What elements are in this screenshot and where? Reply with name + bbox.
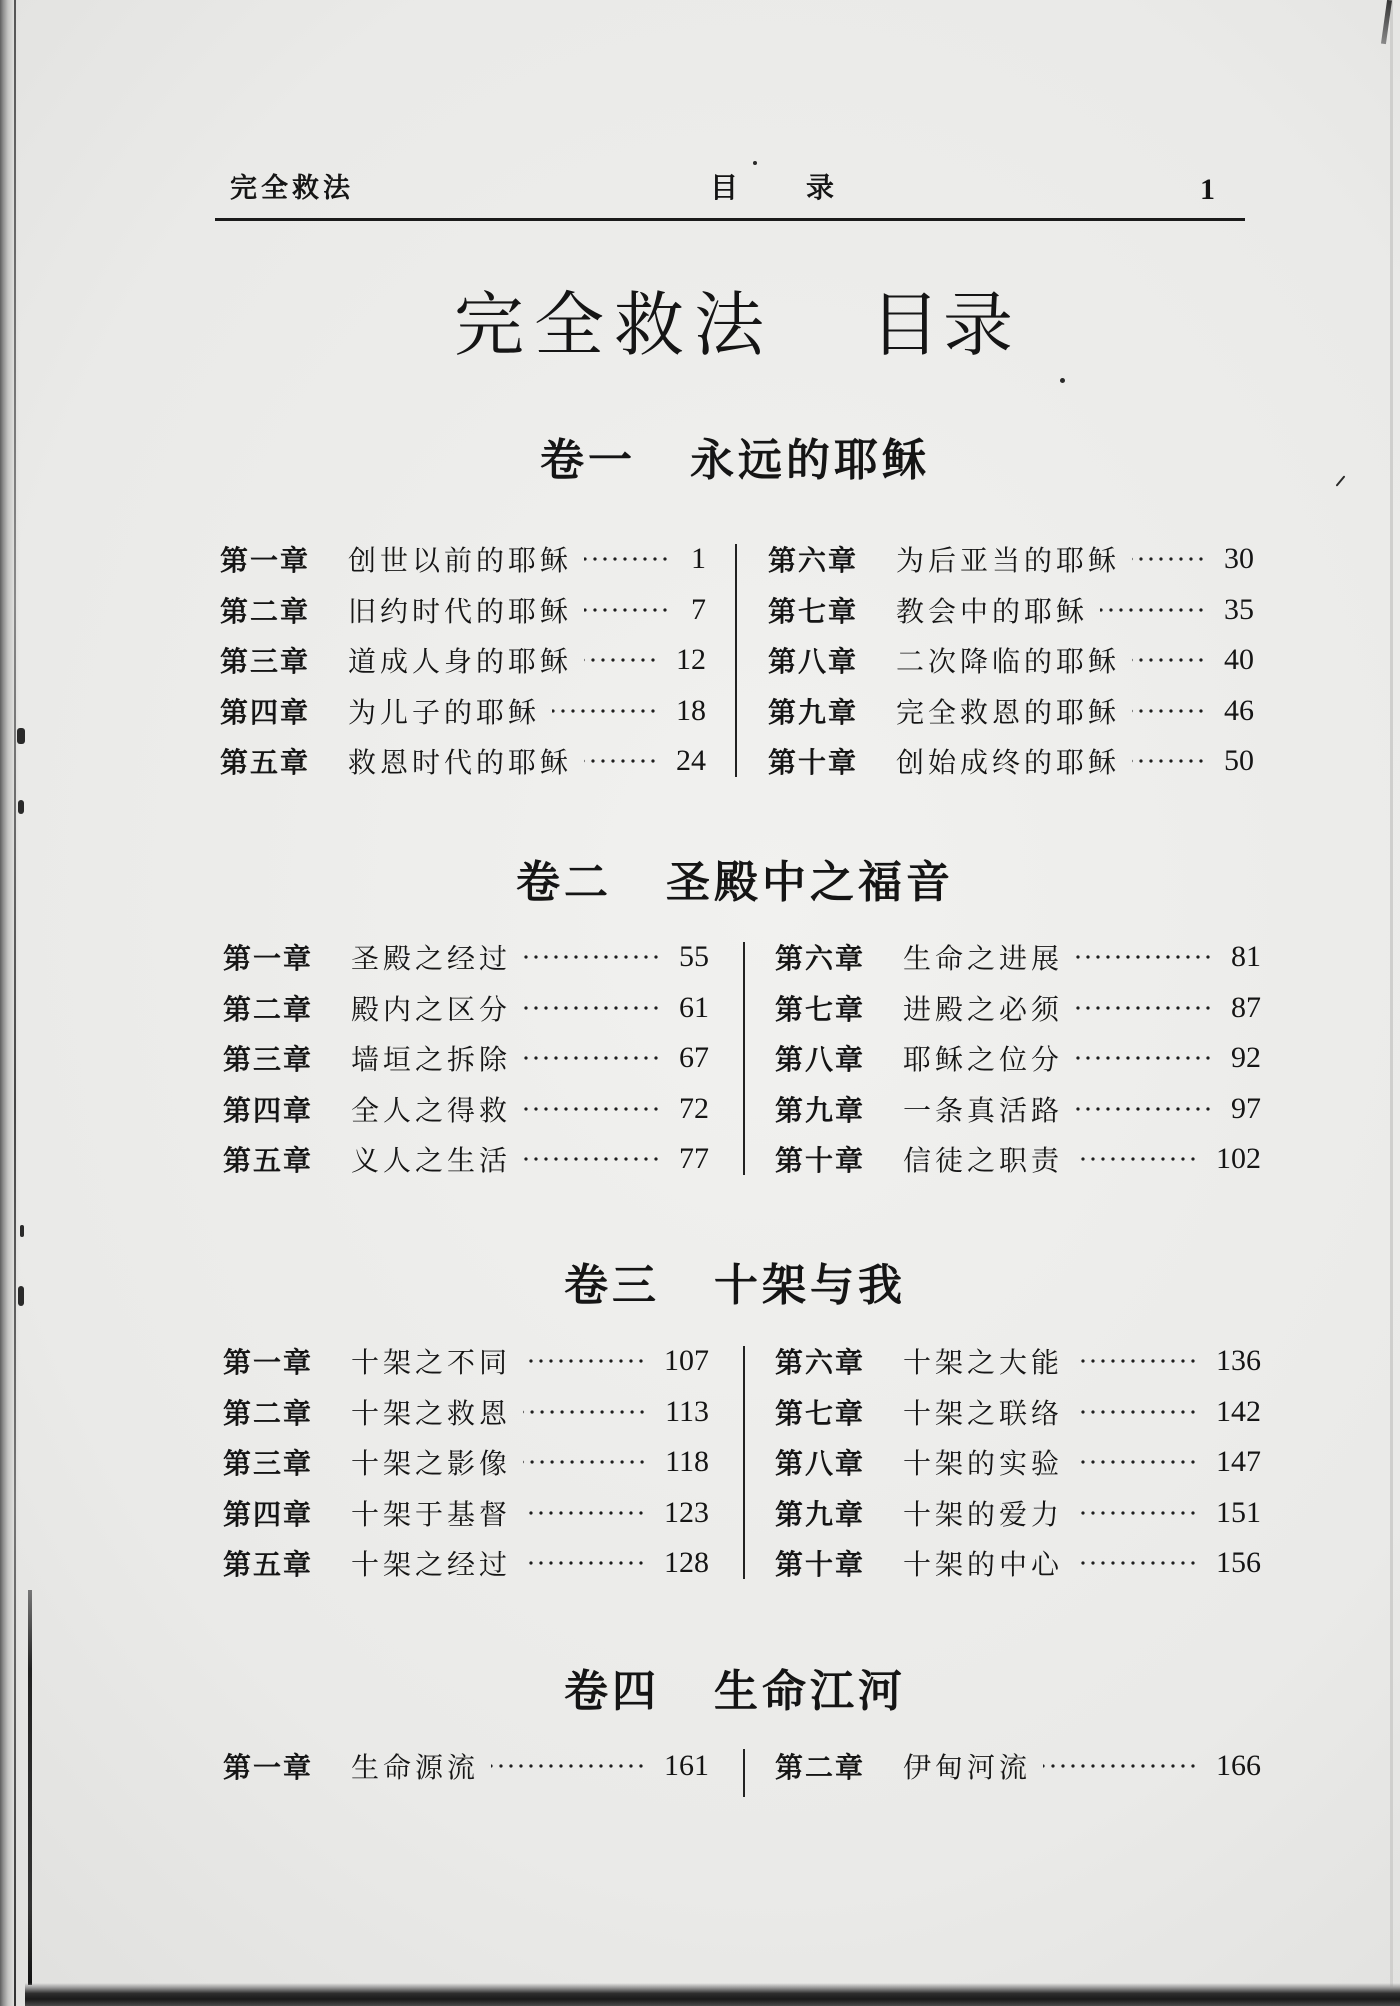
chapter-number: 第三章 (223, 1447, 314, 1481)
scan-speck (20, 1225, 24, 1237)
dot-leader (584, 607, 670, 613)
chapter-number: 第五章 (223, 1548, 314, 1582)
chapter-number: 第九章 (775, 1093, 866, 1127)
chapter-title: 十架之大能 (903, 1346, 1064, 1380)
chapter-title: 十架于基督 (351, 1497, 512, 1531)
toc-rows (0, 1336, 1400, 1589)
scan-speck (753, 161, 757, 165)
chapter-title: 十架的实验 (903, 1447, 1064, 1481)
dot-leader (1075, 1055, 1213, 1061)
toc-column-left (223, 1741, 709, 1792)
volume-label: 卷四 (564, 1666, 660, 1717)
chapter-title: 十架之不同 (351, 1346, 512, 1380)
header-section-label: 目录 (710, 171, 903, 204)
page-number: 7 (691, 592, 706, 626)
dot-leader (523, 1510, 646, 1516)
chapter-title: 救恩时代的耶稣 (348, 746, 573, 780)
page-number: 102 (1216, 1142, 1261, 1176)
page-title (215, 284, 1255, 370)
toc-entry (223, 1387, 709, 1438)
chapter-number: 第六章 (775, 1346, 866, 1380)
page-number: 123 (664, 1495, 709, 1529)
chapter-number: 第一章 (223, 1751, 314, 1785)
page-number: 128 (664, 1546, 709, 1580)
toc-column-left (223, 932, 709, 1185)
toc-entry (775, 1741, 1261, 1792)
scan-speck (1060, 378, 1065, 383)
chapter-title: 信徒之职责 (903, 1144, 1064, 1178)
header-rule (215, 218, 1245, 221)
chapter-title: 旧约时代的耶稣 (348, 594, 573, 628)
chapter-number: 第三章 (220, 645, 311, 679)
chapter-title: 十架之救恩 (351, 1396, 512, 1430)
toc-rows (0, 1741, 1400, 1792)
toc-column-right (775, 1336, 1261, 1589)
dot-leader (1132, 758, 1206, 764)
dot-leader (1075, 1409, 1198, 1415)
chapter-number: 第五章 (220, 746, 311, 780)
toc-entry (775, 1538, 1261, 1589)
dot-leader (523, 1156, 661, 1162)
toc-rows (0, 534, 1400, 787)
chapter-title: 十架的爱力 (903, 1497, 1064, 1531)
title-contents: 目录 (870, 288, 1016, 365)
volume-label: 卷一 (540, 435, 636, 486)
chapter-number: 第二章 (223, 992, 314, 1026)
chapter-title: 一条真活路 (903, 1093, 1064, 1127)
toc-entry (223, 983, 709, 1034)
page-number: 147 (1216, 1445, 1261, 1479)
column-divider (743, 942, 745, 1175)
chapter-number: 第七章 (768, 594, 859, 628)
chapter-number: 第八章 (775, 1447, 866, 1481)
dot-leader (523, 1005, 661, 1011)
page-number: 46 (1224, 693, 1254, 727)
chapter-title: 教会中的耶稣 (896, 594, 1089, 628)
toc-entry (775, 1084, 1261, 1135)
toc-column-left (220, 534, 706, 787)
column-divider (743, 1749, 745, 1797)
page-number: 87 (1231, 990, 1261, 1024)
toc-entry (775, 1488, 1261, 1539)
volume-label: 卷二 (516, 857, 612, 908)
chapter-title: 十架之联络 (903, 1396, 1064, 1430)
chapter-number: 第二章 (220, 594, 311, 628)
chapter-number: 第三章 (223, 1043, 314, 1077)
dot-leader (1075, 1358, 1198, 1364)
toc-column-right (768, 534, 1254, 787)
page-number: 118 (665, 1445, 709, 1479)
page-number: 97 (1231, 1091, 1261, 1125)
dot-leader (1132, 556, 1206, 562)
chapter-number: 第十章 (768, 746, 859, 780)
chapter-number: 第九章 (775, 1497, 866, 1531)
chapter-title: 伊甸河流 (903, 1751, 1032, 1785)
chapter-number: 第八章 (768, 645, 859, 679)
page-number: 136 (1216, 1344, 1261, 1378)
page-number: 50 (1224, 744, 1254, 778)
chapter-title: 十架之经过 (351, 1548, 512, 1582)
dot-leader (584, 758, 658, 764)
chapter-number: 第七章 (775, 992, 866, 1026)
chapter-title: 为后亚当的耶稣 (896, 544, 1121, 578)
chapter-title: 圣殿之经过 (351, 942, 512, 976)
toc-entry (220, 635, 706, 686)
title-book: 完全救法 (454, 288, 774, 365)
chapter-number: 第一章 (220, 544, 311, 578)
volume-heading (215, 1662, 1255, 1722)
dot-leader (523, 954, 661, 960)
dot-leader (491, 1763, 646, 1769)
chapter-number: 第四章 (223, 1093, 314, 1127)
toc-entry (223, 932, 709, 983)
chapter-title: 道成人身的耶稣 (348, 645, 573, 679)
toc-entry (775, 1336, 1261, 1387)
toc-column-right (775, 1741, 1261, 1792)
toc-entry (223, 1741, 709, 1792)
chapter-title: 生命之进展 (903, 942, 1064, 976)
page-number: 113 (665, 1394, 709, 1428)
page-number: 142 (1216, 1394, 1261, 1428)
chapter-title: 殿内之区分 (351, 992, 512, 1026)
dot-leader (523, 1560, 646, 1566)
toc-entry (223, 1538, 709, 1589)
column-divider (743, 1346, 745, 1579)
page-number: 24 (676, 744, 706, 778)
chapter-number: 第九章 (768, 695, 859, 729)
page-number: 1 (691, 542, 706, 576)
volume-name: 十架与我 (714, 1260, 906, 1311)
chapter-title: 墙垣之拆除 (351, 1043, 512, 1077)
toc-entry (223, 1033, 709, 1084)
toc-entry (775, 1387, 1261, 1438)
chapter-number: 第六章 (775, 942, 866, 976)
toc-entry (220, 585, 706, 636)
toc-entry (775, 1033, 1261, 1084)
page-number: 67 (679, 1041, 709, 1075)
dot-leader (584, 556, 670, 562)
dot-leader (523, 1459, 647, 1465)
page-number: 166 (1216, 1749, 1261, 1783)
chapter-number: 第四章 (223, 1497, 314, 1531)
chapter-title: 十架的中心 (903, 1548, 1064, 1582)
chapter-title: 进殿之必须 (903, 992, 1064, 1026)
header-page-number: 1 (1200, 173, 1215, 206)
chapter-title: 生命源流 (351, 1751, 480, 1785)
dot-leader (1075, 1510, 1198, 1516)
chapter-number: 第八章 (775, 1043, 866, 1077)
page-number: 61 (679, 990, 709, 1024)
page-number: 18 (676, 693, 706, 727)
toc-entry (775, 932, 1261, 983)
page-number: 72 (679, 1091, 709, 1125)
volume-heading (215, 431, 1255, 491)
dot-leader (523, 1358, 646, 1364)
toc-entry (768, 585, 1254, 636)
chapter-title: 创世以前的耶稣 (348, 544, 573, 578)
chapter-number: 第七章 (775, 1396, 866, 1430)
chapter-number: 第一章 (223, 1346, 314, 1380)
chapter-title: 二次降临的耶稣 (896, 645, 1121, 679)
chapter-title: 完全救恩的耶稣 (896, 695, 1121, 729)
dot-leader (552, 708, 658, 714)
dot-leader (523, 1055, 661, 1061)
page-number: 92 (1231, 1041, 1261, 1075)
column-divider (735, 544, 737, 777)
page-number: 156 (1216, 1546, 1261, 1580)
toc-entry (220, 686, 706, 737)
toc-entry (768, 534, 1254, 585)
chapter-title: 全人之得救 (351, 1093, 512, 1127)
dot-leader (1132, 657, 1206, 663)
volume-label: 卷三 (564, 1260, 660, 1311)
dot-leader (584, 657, 658, 663)
volume-name: 永远的耶稣 (690, 435, 930, 486)
toc-entry (768, 686, 1254, 737)
toc-entry (223, 1084, 709, 1135)
toc-entry (223, 1488, 709, 1539)
chapter-number: 第五章 (223, 1144, 314, 1178)
chapter-number: 第十章 (775, 1548, 866, 1582)
chapter-title: 耶稣之位分 (903, 1043, 1064, 1077)
dot-leader (1043, 1763, 1198, 1769)
page-number: 12 (676, 643, 706, 677)
page-number: 77 (679, 1142, 709, 1176)
volume-name: 圣殿中之福音 (666, 857, 954, 908)
volume-heading (215, 853, 1255, 913)
toc-entry (223, 1134, 709, 1185)
page-number: 30 (1224, 542, 1254, 576)
page-number: 40 (1224, 643, 1254, 677)
page-number: 151 (1216, 1495, 1261, 1529)
chapter-number: 第十章 (775, 1144, 866, 1178)
toc-entry (775, 1134, 1261, 1185)
chapter-title: 创始成终的耶稣 (896, 746, 1121, 780)
volume-section (0, 1662, 1400, 1792)
toc-entry (775, 1437, 1261, 1488)
page-number: 81 (1231, 940, 1261, 974)
chapter-number: 第四章 (220, 695, 311, 729)
toc-column-left (223, 1336, 709, 1589)
toc-entry (220, 736, 706, 787)
toc-entry (223, 1336, 709, 1387)
dot-leader (1132, 708, 1206, 714)
page-number: 161 (664, 1749, 709, 1783)
dot-leader (523, 1106, 661, 1112)
volume-heading (215, 1256, 1255, 1316)
toc-entry (775, 983, 1261, 1034)
scan-speck (18, 800, 24, 814)
chapter-title: 为儿子的耶稣 (348, 695, 541, 729)
dot-leader (1075, 1560, 1198, 1566)
toc-rows (0, 932, 1400, 1185)
page-number: 55 (679, 940, 709, 974)
chapter-number: 第一章 (223, 942, 314, 976)
toc-entry (220, 534, 706, 585)
page-number: 35 (1224, 592, 1254, 626)
dot-leader (1075, 1459, 1198, 1465)
dot-leader (1075, 954, 1213, 960)
toc-entry (768, 635, 1254, 686)
chapter-number: 第二章 (775, 1751, 866, 1785)
chapter-number: 第二章 (223, 1396, 314, 1430)
chapter-number: 第六章 (768, 544, 859, 578)
volume-section (0, 431, 1400, 787)
chapter-title: 义人之生活 (351, 1144, 512, 1178)
volume-name: 生命江河 (714, 1666, 906, 1717)
scan-edge-bottom (25, 1983, 1400, 2006)
dot-leader (1100, 607, 1206, 613)
header-book-title: 完全救法 (230, 173, 354, 204)
volume-section (0, 853, 1400, 1185)
toc-column-right (775, 932, 1261, 1185)
volume-section (0, 1256, 1400, 1589)
toc-entry (768, 736, 1254, 787)
dot-leader (1075, 1156, 1198, 1162)
dot-leader (1075, 1005, 1213, 1011)
chapter-title: 十架之影像 (351, 1447, 512, 1481)
toc-entry (223, 1437, 709, 1488)
dot-leader (523, 1409, 647, 1415)
dot-leader (1075, 1106, 1213, 1112)
page-number: 107 (664, 1344, 709, 1378)
